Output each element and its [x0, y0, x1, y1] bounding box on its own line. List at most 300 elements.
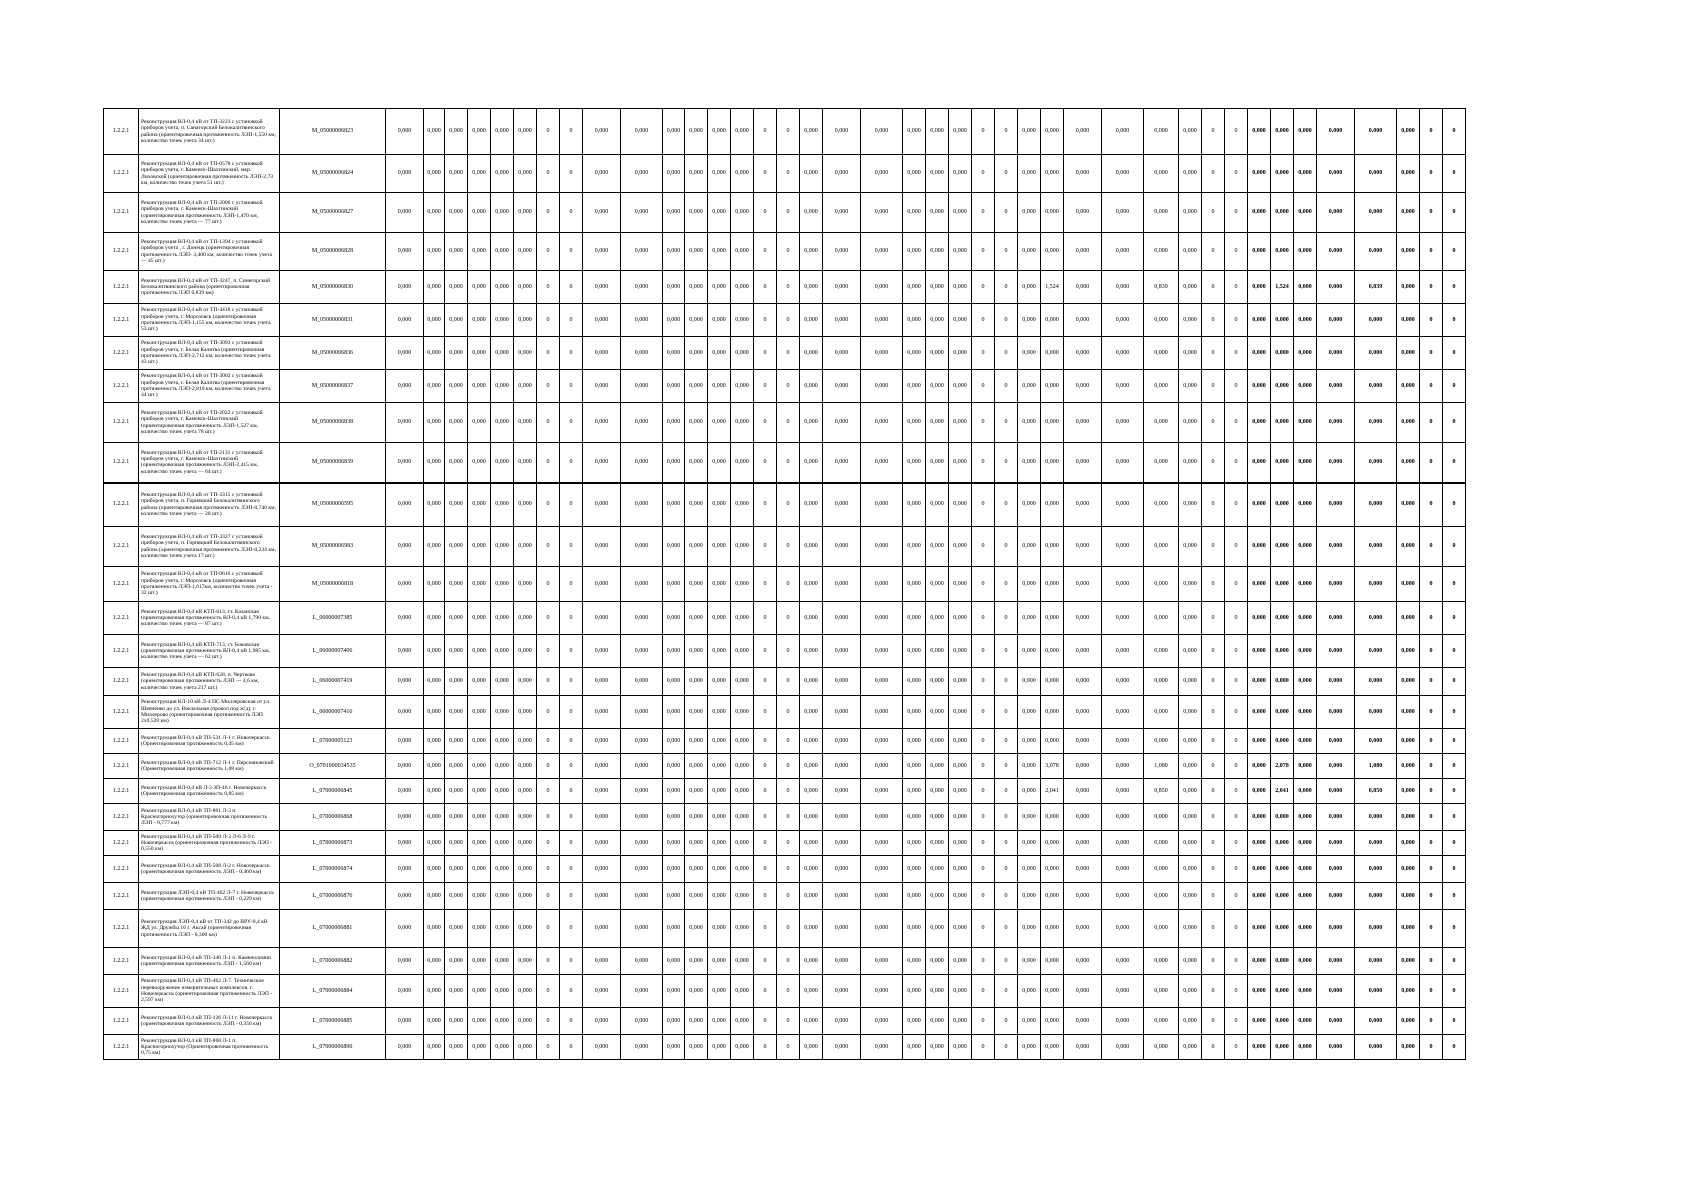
value-cell: 0,000	[445, 910, 468, 948]
value-cell: 0,000	[708, 668, 731, 696]
value-cell: 0	[560, 271, 583, 304]
value-cell: 0	[754, 668, 777, 696]
value-cell: 0,000	[1355, 109, 1397, 155]
value-cell: 0,000	[926, 856, 949, 883]
value-cell: 0,000	[708, 483, 731, 527]
value-cell: 0,000	[1179, 754, 1202, 779]
value-cell: 0,000	[583, 1008, 621, 1035]
value-cell: 0,000	[1294, 109, 1317, 155]
value-cell: 0,000	[800, 233, 823, 271]
value-cell: 0,000	[1271, 696, 1294, 729]
value-cell: 0	[560, 1008, 583, 1035]
value-cell: 0,000	[1041, 193, 1064, 233]
value-cell: 0,000	[621, 193, 663, 233]
value-cell: 0,000	[708, 567, 731, 602]
table-row	[104, 527, 1558, 567]
value-cell: 0,000	[1018, 403, 1041, 443]
value-cell: 0,000	[1248, 910, 1271, 948]
value-cell: 0	[972, 109, 995, 155]
value-cell: 0,000	[386, 403, 424, 443]
value-cell: 0,000	[1355, 527, 1397, 567]
value-cell: 0,000	[823, 370, 861, 403]
value-cell: 0,000	[949, 403, 972, 443]
value-cell: 0	[754, 635, 777, 668]
value-cell: 0,000	[1018, 754, 1041, 779]
value-cell: 0,000	[621, 304, 663, 337]
value-cell: 0,000	[1317, 754, 1355, 779]
value-cell: 0,000	[514, 337, 537, 370]
value-cell: 0,000	[708, 948, 731, 975]
value-cell: 0	[1225, 443, 1248, 483]
value-cell: 0	[1443, 831, 1466, 856]
value-cell: 0	[777, 233, 800, 271]
value-cell: 0,000	[424, 1008, 445, 1035]
value-cell: 0	[972, 370, 995, 403]
value-cell: 0	[754, 271, 777, 304]
value-cell: 0,000	[663, 696, 685, 729]
row-number-cell: 1.2.2.1	[104, 729, 139, 754]
value-cell: 0,000	[1144, 155, 1179, 193]
value-cell: 0,000	[583, 635, 621, 668]
value-cell: 0	[995, 696, 1018, 729]
value-cell: 0,000	[1064, 856, 1102, 883]
value-cell: 0,000	[926, 602, 949, 635]
table-row	[104, 910, 1558, 948]
value-cell: 0	[537, 975, 560, 1008]
value-cell: 0,000	[1018, 233, 1041, 271]
value-cell: 0,000	[949, 527, 972, 567]
value-cell: 0	[537, 910, 560, 948]
value-cell: 0,000	[1271, 193, 1294, 233]
value-cell: 0,000	[1102, 109, 1144, 155]
value-cell: 0,000	[514, 831, 537, 856]
row-number-cell: 1.2.2.1	[104, 403, 139, 443]
project-name-cell: Реконструкция ВЛ-0,4 кВ ТП-801 Л-3 п. Красногорнохутор (ориентировочная протяженность ЛЭП - 0,777 км)	[139, 804, 280, 831]
value-cell: 0,000	[1397, 271, 1420, 304]
value-cell: 0,000	[468, 668, 491, 696]
value-cell: 0,000	[1018, 696, 1041, 729]
value-cell: 0	[1202, 483, 1225, 527]
value-cell: 0,000	[1144, 403, 1179, 443]
value-cell: 1,080	[1355, 754, 1397, 779]
value-cell: 0,000	[514, 1035, 537, 1060]
row-number-cell: 1.2.2.1	[104, 668, 139, 696]
value-cell: 0,000	[1317, 567, 1355, 602]
value-cell: 0	[1420, 910, 1443, 948]
value-cell: 0,000	[514, 729, 537, 754]
value-cell: 0,000	[386, 975, 424, 1008]
value-cell: 0,000	[445, 804, 468, 831]
value-cell: 0,000	[621, 370, 663, 403]
value-cell: 0,000	[1144, 443, 1179, 483]
value-cell: 0,000	[1144, 602, 1179, 635]
value-cell: 0,000	[708, 779, 731, 804]
value-cell: 0,839	[1355, 271, 1397, 304]
value-cell: 0,000	[1179, 527, 1202, 567]
value-cell: 0,000	[823, 729, 861, 754]
value-cell: 0	[1202, 304, 1225, 337]
value-cell: 0,000	[1397, 1008, 1420, 1035]
value-cell: 0,000	[685, 635, 708, 668]
value-cell: 0,000	[861, 779, 903, 804]
value-cell: 0,000	[800, 729, 823, 754]
value-cell: 0	[1202, 635, 1225, 668]
value-cell: 0,000	[583, 831, 621, 856]
value-cell: 0	[1420, 337, 1443, 370]
value-cell: 0,000	[1064, 668, 1102, 696]
project-code-cell: M_05000006828	[280, 233, 386, 271]
value-cell: 0,000	[621, 696, 663, 729]
value-cell: 0,000	[1179, 804, 1202, 831]
value-cell: 0,000	[708, 233, 731, 271]
value-cell: 0	[537, 948, 560, 975]
table-row	[104, 483, 1558, 527]
value-cell: 0	[995, 831, 1018, 856]
value-cell: 0,000	[386, 337, 424, 370]
value-cell: 0,000	[1248, 831, 1271, 856]
value-cell: 0,000	[424, 668, 445, 696]
value-cell: 0,000	[1041, 831, 1064, 856]
value-cell: 0,000	[468, 754, 491, 779]
value-cell: 0,000	[685, 443, 708, 483]
value-cell: 0,000	[1144, 910, 1179, 948]
table-row	[104, 883, 1558, 910]
value-cell: 0,000	[1397, 804, 1420, 831]
value-cell: 0	[777, 304, 800, 337]
value-cell: 0,000	[949, 193, 972, 233]
value-cell: 0,000	[903, 910, 926, 948]
value-cell: 0,000	[583, 193, 621, 233]
value-cell: 0,000	[823, 831, 861, 856]
value-cell: 0,000	[949, 668, 972, 696]
value-cell: 0	[1225, 370, 1248, 403]
value-cell: 0,000	[663, 337, 685, 370]
value-cell: 0	[537, 883, 560, 910]
value-cell: 0	[995, 403, 1018, 443]
value-cell: 0,000	[731, 948, 754, 975]
value-cell: 0,000	[861, 831, 903, 856]
value-cell: 0,000	[514, 910, 537, 948]
value-cell: 0,000	[861, 155, 903, 193]
value-cell: 0,000	[1397, 443, 1420, 483]
project-name-cell: Реконструкция ВЛ-0,4 кВ КТП-628, п. Чертково (ориентировочная протяженность ЛЭП — 4,6 км, количество точек учета 217 шт.)	[139, 668, 280, 696]
value-cell: 0	[995, 856, 1018, 883]
value-cell: 0,000	[1018, 635, 1041, 668]
value-cell: 0,000	[663, 193, 685, 233]
value-cell: 0	[1443, 779, 1466, 804]
value-cell: 0,000	[708, 856, 731, 883]
value-cell: 0,000	[1355, 1035, 1397, 1060]
value-cell: 0,000	[1018, 831, 1041, 856]
value-cell: 0	[560, 754, 583, 779]
table-row	[104, 443, 1558, 483]
value-cell: 0,000	[800, 696, 823, 729]
value-cell: 0	[1202, 1035, 1225, 1060]
value-cell: 0,000	[583, 883, 621, 910]
project-name-cell: Реконструкция ВЛ-0,4 кВ ТП-508 Л-2 г. Новочеркасск (ориентировочная протяженность ЛЭП - 0,460 км)	[139, 856, 280, 883]
value-cell: 0,000	[926, 910, 949, 948]
value-cell: 0,000	[386, 635, 424, 668]
project-code-cell: M_05000006838	[280, 403, 386, 443]
value-cell: 0	[1225, 602, 1248, 635]
project-code-cell: L_07000006845	[280, 779, 386, 804]
value-cell: 0,000	[708, 602, 731, 635]
value-cell: 0	[537, 668, 560, 696]
value-cell: 0	[972, 668, 995, 696]
value-cell: 0,000	[1041, 155, 1064, 193]
value-cell: 0,000	[663, 883, 685, 910]
value-cell: 0,000	[1248, 1035, 1271, 1060]
value-cell: 0	[1420, 883, 1443, 910]
value-cell: 0,000	[1355, 304, 1397, 337]
value-cell: 0,000	[1317, 193, 1355, 233]
project-name-cell: Реконструкция ВЛ-0,4 кВ от ТП-3002 с установкой приборов учета, г. Белая Калитва (ориентировочная протяженность ЛЭП-2,810 км, количество точек учета 44 шт.)	[139, 370, 280, 403]
value-cell: 0,000	[903, 527, 926, 567]
row-number-cell: 1.2.2.1	[104, 856, 139, 883]
value-cell: 0,000	[1102, 948, 1144, 975]
value-cell: 0,000	[468, 804, 491, 831]
value-cell: 0,000	[1041, 527, 1064, 567]
value-cell: 0	[1443, 883, 1466, 910]
project-name-cell: Реконструкция ВЛ-0,4 кВ ТП-340 Л-1 п. Каменоломни (ориентировочная протяженность ЛЭП - 1,560 км)	[139, 948, 280, 975]
project-code-cell: M_05000006818	[280, 567, 386, 602]
value-cell: 0,000	[1102, 1008, 1144, 1035]
value-cell: 0,000	[1179, 910, 1202, 948]
value-cell: 0,000	[1248, 729, 1271, 754]
value-cell: 0	[754, 975, 777, 1008]
value-cell: 0,000	[1102, 403, 1144, 443]
value-cell: 0,000	[926, 443, 949, 483]
value-cell: 0,000	[491, 754, 514, 779]
value-cell: 0,000	[685, 1008, 708, 1035]
value-cell: 0,000	[621, 856, 663, 883]
value-cell: 0,000	[1355, 443, 1397, 483]
table-row	[104, 754, 1558, 779]
table-row	[104, 1008, 1558, 1035]
value-cell: 0,000	[663, 754, 685, 779]
value-cell: 0,000	[1397, 304, 1420, 337]
project-name-cell: Реконструкция ВЛ-0,4 кВ ТП-531 Л-1 г. Новочеркасск (Ориентировочная протяженность 0,45 км)	[139, 729, 280, 754]
value-cell: 0	[1443, 483, 1466, 527]
value-cell: 0	[995, 233, 1018, 271]
value-cell: 0,000	[1064, 975, 1102, 1008]
value-cell: 0	[1202, 337, 1225, 370]
value-cell: 0,000	[1317, 109, 1355, 155]
value-cell: 0,000	[685, 271, 708, 304]
value-cell: 0,000	[903, 975, 926, 1008]
value-cell: 0,000	[491, 483, 514, 527]
value-cell: 0,000	[1064, 233, 1102, 271]
value-cell: 0,000	[386, 304, 424, 337]
value-cell: 0	[537, 567, 560, 602]
value-cell: 0,000	[823, 948, 861, 975]
value-cell: 0,000	[1248, 635, 1271, 668]
value-cell: 0,000	[823, 602, 861, 635]
value-cell: 0	[754, 754, 777, 779]
value-cell: 0,000	[621, 1008, 663, 1035]
value-cell: 0,000	[1397, 856, 1420, 883]
value-cell: 0,000	[1179, 831, 1202, 856]
value-cell: 0,000	[445, 567, 468, 602]
value-cell: 0,000	[445, 304, 468, 337]
value-cell: 0,000	[861, 233, 903, 271]
value-cell: 0	[777, 668, 800, 696]
value-cell: 0	[777, 602, 800, 635]
value-cell: 0,000	[491, 910, 514, 948]
value-cell: 0	[995, 729, 1018, 754]
value-cell: 0	[1443, 155, 1466, 193]
value-cell: 2,078	[1271, 754, 1294, 779]
value-cell: 0,000	[445, 831, 468, 856]
value-cell: 0	[972, 193, 995, 233]
value-cell: 0,000	[1018, 483, 1041, 527]
value-cell: 0,000	[949, 155, 972, 193]
value-cell: 0	[560, 193, 583, 233]
value-cell: 0,000	[1144, 1035, 1179, 1060]
value-cell: 0,000	[949, 337, 972, 370]
value-cell: 0,000	[949, 567, 972, 602]
value-cell: 0,000	[949, 271, 972, 304]
value-cell: 0,000	[1294, 233, 1317, 271]
value-cell: 0	[1202, 602, 1225, 635]
value-cell: 0,000	[1064, 779, 1102, 804]
table-row	[104, 779, 1558, 804]
value-cell: 0,000	[1041, 729, 1064, 754]
value-cell: 0,000	[926, 1008, 949, 1035]
value-cell: 0,000	[386, 109, 424, 155]
value-cell: 0	[777, 975, 800, 1008]
value-cell: 0,000	[621, 403, 663, 443]
value-cell: 0,000	[491, 602, 514, 635]
value-cell: 0,000	[514, 193, 537, 233]
value-cell: 0	[777, 567, 800, 602]
value-cell: 0,000	[903, 1035, 926, 1060]
value-cell: 0	[754, 155, 777, 193]
value-cell: 0	[560, 948, 583, 975]
value-cell: 0,000	[1397, 831, 1420, 856]
project-code-cell: M_05000006837	[280, 370, 386, 403]
value-cell: 0,000	[491, 1008, 514, 1035]
value-cell: 0,000	[949, 696, 972, 729]
value-cell: 0,000	[1179, 483, 1202, 527]
value-cell: 0	[560, 483, 583, 527]
value-cell: 0,000	[1355, 883, 1397, 910]
value-cell: 0,000	[949, 856, 972, 883]
value-cell: 0,000	[621, 271, 663, 304]
value-cell: 0,000	[468, 337, 491, 370]
value-cell: 0	[1202, 668, 1225, 696]
value-cell: 0	[1443, 304, 1466, 337]
value-cell: 0,000	[1317, 804, 1355, 831]
value-cell: 0,000	[468, 483, 491, 527]
value-cell: 0,000	[823, 233, 861, 271]
value-cell: 0,000	[903, 403, 926, 443]
value-cell: 0	[995, 910, 1018, 948]
value-cell: 0,000	[621, 883, 663, 910]
value-cell: 0,000	[949, 370, 972, 403]
value-cell: 0,000	[1064, 883, 1102, 910]
table-row	[104, 193, 1558, 233]
value-cell: 0,000	[731, 668, 754, 696]
document-page	[103, 108, 1558, 1060]
value-cell: 0	[995, 635, 1018, 668]
value-cell: 0,000	[685, 567, 708, 602]
value-cell: 0	[1202, 1008, 1225, 1035]
value-cell: 0,000	[708, 337, 731, 370]
value-cell: 0,000	[1294, 337, 1317, 370]
value-cell: 0,000	[621, 483, 663, 527]
value-cell: 0,000	[1248, 370, 1271, 403]
value-cell: 0,000	[926, 527, 949, 567]
value-cell: 0	[754, 883, 777, 910]
table-row	[104, 233, 1558, 271]
value-cell: 0,000	[1317, 271, 1355, 304]
row-number-cell: 1.2.2.1	[104, 370, 139, 403]
value-cell: 0,000	[491, 831, 514, 856]
value-cell: 0,000	[1271, 370, 1294, 403]
row-number-cell: 1.2.2.1	[104, 271, 139, 304]
value-cell: 0,000	[823, 155, 861, 193]
value-cell: 0,000	[491, 233, 514, 271]
value-cell: 2,041	[1271, 779, 1294, 804]
value-cell: 0,000	[1248, 779, 1271, 804]
value-cell: 0,000	[1317, 304, 1355, 337]
value-cell: 0,000	[663, 567, 685, 602]
value-cell: 0,000	[1294, 883, 1317, 910]
project-code-cell: L_06000007419	[280, 668, 386, 696]
value-cell: 0,000	[731, 155, 754, 193]
value-cell: 0	[537, 602, 560, 635]
value-cell: 0,000	[583, 337, 621, 370]
value-cell: 0	[1420, 696, 1443, 729]
value-cell: 0	[777, 155, 800, 193]
value-cell: 0,000	[926, 370, 949, 403]
value-cell: 0,000	[926, 304, 949, 337]
value-cell: 0,000	[621, 831, 663, 856]
value-cell: 0	[1443, 403, 1466, 443]
value-cell: 0,000	[491, 109, 514, 155]
value-cell: 0,000	[583, 779, 621, 804]
value-cell: 0,000	[1102, 883, 1144, 910]
value-cell: 0,000	[926, 271, 949, 304]
value-cell: 0,000	[1317, 831, 1355, 856]
value-cell: 0,000	[926, 403, 949, 443]
value-cell: 0,000	[685, 948, 708, 975]
value-cell: 0,000	[583, 155, 621, 193]
value-cell: 0,000	[514, 443, 537, 483]
value-cell: 0,000	[1317, 337, 1355, 370]
value-cell: 0,000	[685, 1035, 708, 1060]
value-cell: 0	[1443, 602, 1466, 635]
value-cell: 0	[777, 856, 800, 883]
value-cell: 0	[995, 1008, 1018, 1035]
value-cell: 0	[777, 635, 800, 668]
project-name-cell: Реконструкция ВЛ-0,4 кВ от ТП-0578 с установкой приборов учета, г. Каменск-Шахтинский, мкр. Лиховской (ориентировочная протяженность ЛЭП-2,73 км, количество точек учета 51 шт.)	[139, 155, 280, 193]
value-cell: 0,000	[1018, 443, 1041, 483]
value-cell: 0,000	[424, 527, 445, 567]
value-cell: 0	[777, 527, 800, 567]
value-cell: 0,000	[685, 779, 708, 804]
value-cell: 0,000	[468, 443, 491, 483]
value-cell: 0,000	[1102, 271, 1144, 304]
value-cell: 0,000	[1355, 155, 1397, 193]
value-cell: 0,000	[1179, 193, 1202, 233]
value-cell: 0,000	[861, 668, 903, 696]
value-cell: 0,000	[1018, 948, 1041, 975]
value-cell: 0,000	[926, 804, 949, 831]
value-cell: 0,000	[861, 567, 903, 602]
value-cell: 0	[995, 304, 1018, 337]
